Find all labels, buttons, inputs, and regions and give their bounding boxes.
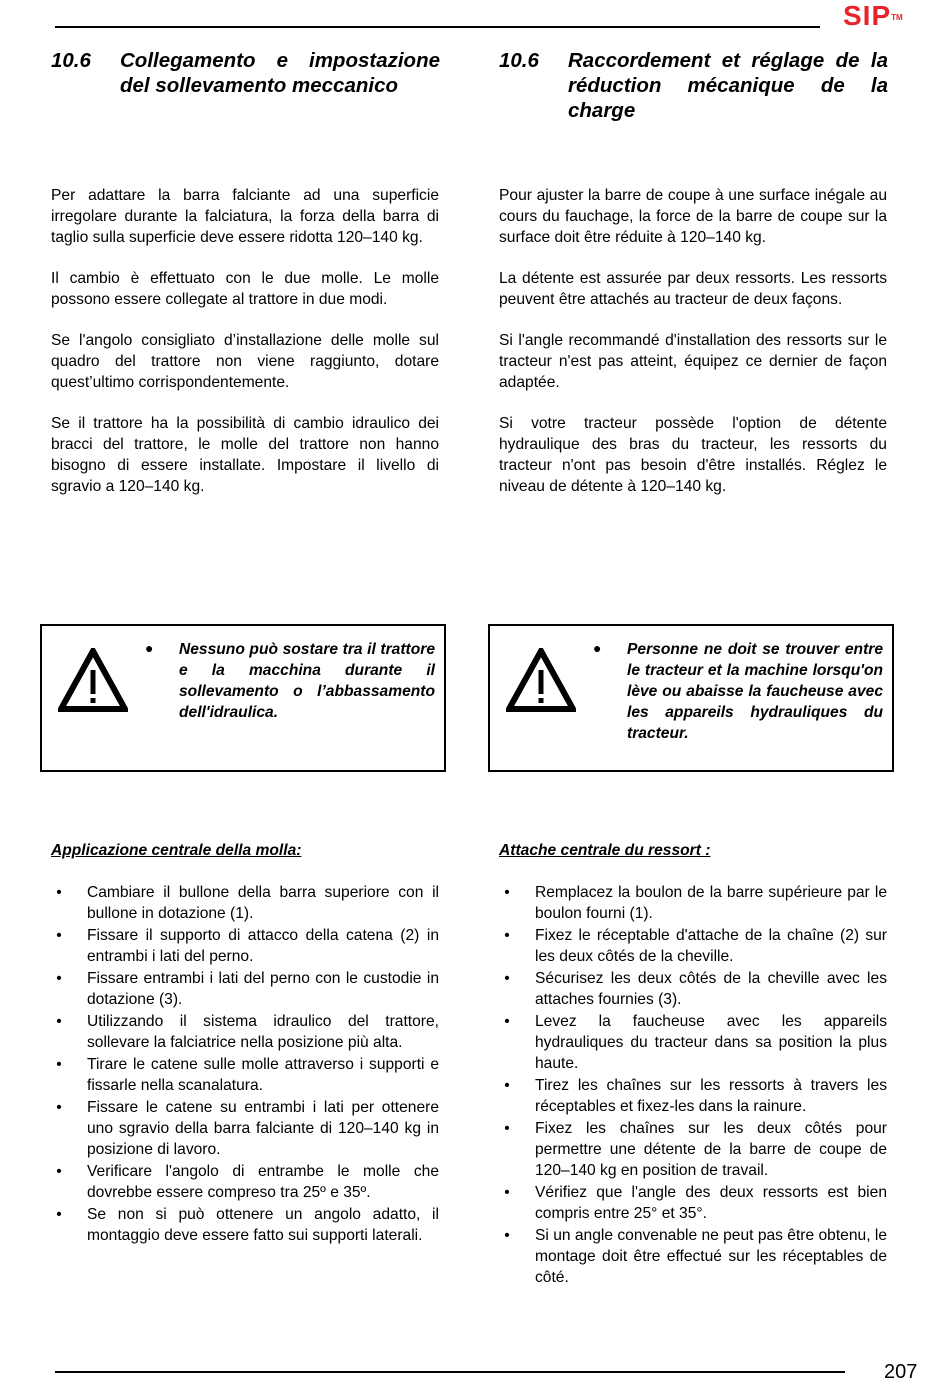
paragraph: Si l'angle recommandé d'installation des ressorts sur le tracteur n'est pas atteint, équipez ce dernier de façon adaptée. [499, 332, 887, 391]
paragraph: Se il trattore ha la possibilità di cambio idraulico dei bracci del trattore, le molle del trattore non hanno bisogno di essere installate. Impostare il livello di sgravio a 120–140 kg. [51, 415, 439, 495]
paragraph: Pour ajuster la barre de coupe à une surface inégale au cours du fauchage, la force de la barre de coupe sur la surface doit être réduite à 120–140 kg. [499, 187, 887, 246]
bullet-icon: • [56, 970, 62, 987]
bullet-icon: • [504, 1120, 510, 1137]
intro-text-fr [499, 185, 887, 517]
bullet-icon: • [56, 1013, 62, 1030]
list-item: • Vérifiez que l'angle des deux ressorts est bien compris entre 25° et 35°. [499, 1182, 887, 1224]
section-title-line: del sollevamento meccanico [120, 74, 399, 97]
list-item: • Fixez les chaînes sur les deux côtés pour permettre une détente de la barre de coupe de 120–140 kg en position de travail. [499, 1118, 887, 1181]
section-number: 10.6 [51, 49, 91, 72]
warning-triangle-icon [58, 648, 128, 712]
list-item: • Fixez le réceptable d'attache de la chaîne (2) sur les deux côtés de la cheville. [499, 925, 887, 967]
list-item: • Remplacez la boulon de la barre supérieure par le boulon fourni (1). [499, 882, 887, 924]
bullet-icon: ● [593, 640, 602, 656]
bullet-icon: • [56, 927, 62, 944]
paragraph: La détente est assurée par deux ressorts. Les ressorts peuvent être attachés au tracteur de deux façons. [499, 270, 887, 308]
list-item: • Cambiare il bullone della barra superiore con il bullone in dotazione (1). [51, 882, 439, 924]
steps-list-fr [499, 882, 887, 1289]
list-item: • Tirare le catene sulle molle attraverso i supporti e fissarle nella scanalatura. [51, 1054, 439, 1096]
paragraph: Se l'angolo consigliato d’installazione delle molle sul quadro del trattore non viene raggiunto, dotare quest’ultimo corrispondentemente. [51, 332, 439, 391]
bullet-icon: • [504, 884, 510, 901]
section-title-line: réduction mécanique de la [568, 74, 888, 97]
paragraph: Il cambio è effettuato con le due molle. Le molle possono essere collegate al trattore in due modi. [51, 270, 439, 308]
section-title-line: Collegamento e impostazione [120, 49, 440, 72]
warning-triangle-icon [506, 648, 576, 712]
warning-text: Personne ne doit se trouver entre le tracteur et la machine lorsqu'on lève ou abaisse la faucheuse avec les appareils hydrauliques du tracteur. [627, 641, 883, 742]
bullet-icon: • [56, 1099, 62, 1116]
section-title-line: charge [568, 99, 636, 122]
subheading-it: Applicazione centrale della molla: [51, 842, 302, 859]
section-number: 10.6 [499, 49, 539, 72]
steps-list-it [51, 882, 439, 1247]
warning-box-fr [488, 624, 894, 772]
list-item: • Levez la faucheuse avec les appareils hydrauliques du tracteur dans sa position la plus haute. [499, 1011, 887, 1074]
bullet-icon: ● [145, 640, 154, 656]
paragraph: Si votre tracteur possède l'option de détente hydraulique des bras du tracteur, les ressorts du tracteur n'ont pas besoin d'être installés. Réglez le niveau de détente à 120–140 kg. [499, 415, 887, 495]
bullet-icon: • [56, 1056, 62, 1073]
warning-text: Nessuno può sostare tra il trattore e la macchina durante il sollevamento o l’abbassamento dell'idraulica. [179, 641, 435, 721]
bullet-icon: • [504, 1013, 510, 1030]
list-item: • Fissare il supporto di attacco della catena (2) in entrambi i lati del perno. [51, 925, 439, 967]
bullet-icon: • [504, 927, 510, 944]
bullet-icon: • [56, 1206, 62, 1223]
list-item: • Se non si può ottenere un angolo adatto, il montaggio deve essere fatto sui supporti laterali. [51, 1204, 439, 1246]
sip-logo: SIP™ [843, 0, 903, 31]
bullet-icon: • [504, 1184, 510, 1201]
list-item: • Tirez les chaînes sur les ressorts à travers les réceptables et fixez-les dans la rainure. [499, 1075, 887, 1117]
page-number: 207 [884, 1361, 918, 1383]
subheading-fr: Attache centrale du ressort : [499, 842, 711, 859]
list-item: • Verificare l'angolo di entrambe le molle che dovrebbe essere compreso tra 25º e 35º. [51, 1161, 439, 1203]
list-item: • Fissare entrambi i lati del perno con le custodie in dotazione (3). [51, 968, 439, 1010]
list-item: • Utilizzando il sistema idraulico del trattore, sollevare la falciatrice nella posizione più alta. [51, 1011, 439, 1053]
bullet-icon: • [56, 1163, 62, 1180]
bullet-icon: • [56, 884, 62, 901]
section-title-line: Raccordement et réglage de la [568, 49, 888, 72]
intro-text-it [51, 185, 439, 517]
warning-box-it [40, 624, 446, 772]
header-rule [55, 26, 820, 28]
footer-rule [55, 1371, 845, 1373]
list-item: • Sécurisez les deux côtés de la cheville avec les attaches fournies (3). [499, 968, 887, 1010]
bullet-icon: • [504, 1077, 510, 1094]
list-item: • Si un angle convenable ne peut pas être obtenu, le montage doit être effectué sur les réceptables de côté. [499, 1225, 887, 1288]
bullet-icon: • [504, 1227, 510, 1244]
bullet-icon: • [504, 970, 510, 987]
paragraph: Per adattare la barra falciante ad una superficie irregolare durante la falciatura, la forza della barra di taglio sulla superficie deve essere ridotta 120–140 kg. [51, 187, 439, 246]
list-item: • Fissare le catene su entrambi i lati per ottenere uno sgravio della barra falciante di 120–140 kg in posizione di lavoro. [51, 1097, 439, 1160]
